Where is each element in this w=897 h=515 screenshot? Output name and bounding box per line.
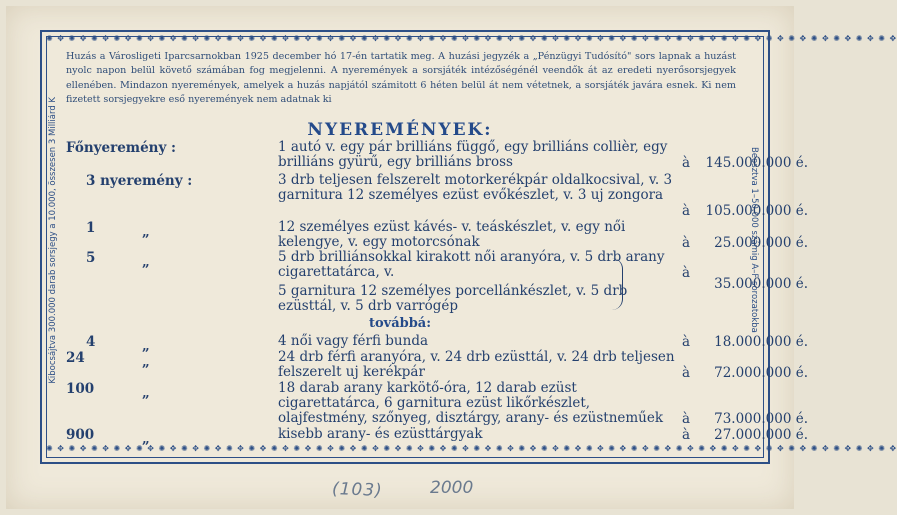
ditto-mark: „	[142, 385, 150, 401]
prize-description: 18 darab arany karkötő-óra, 12 darab ezüst cigarettatárca, 6 garnitura ezüst likőrkészlet, olajfestmény, szőnyeg, disztárgy, arany- és ezüstneműek	[278, 380, 664, 426]
prize-description: 5 drb brilliánsokkal kirakott női aranyóra, v. 5 drb arany cigarettatárca, v.	[278, 249, 665, 280]
a-mark: à	[682, 411, 691, 427]
ornament-border-top: ✺ ✥ ✺ ✥ ✺ ✥ ✺ ✥ ✺ ✥ ✺ ✥ ✺ ✥ ✺ ✥ ✺ ✥ ✺ ✥ ✺ ✥ ✺ ✥ ✺ ✥ ✺ ✥ ✺ ✥ ✺ ✥ ✺ ✥ ✺ ✥ ✺ ✥ ✺ ✥ ✺ ✥ ✺ ✥ ✺ ✥ ✺ ✥ ✺ ✥ ✺ ✥ ✺ ✥ ✺ ✥ ✺ ✥ ✺ ✥ ✺ ✥ ✺ ✥ ✺ ✥ ✺ ✥ ✺ ✥ ✺ ✥ ✺ ✥ ✺ ✥	[46, 34, 897, 43]
prize-count: 100	[66, 381, 95, 397]
a-mark: à	[682, 365, 691, 381]
ditto-mark: „	[142, 224, 150, 240]
prize-count: 5	[86, 250, 96, 266]
prize-amount: 72.000.000 é.	[714, 365, 808, 381]
prize-description: 1 autó v. egy pár brilliáns függő, egy brilliáns collièr, egy brilliáns gyürű, egy brilliáns bross	[278, 139, 668, 170]
series-info: Beosztva 1–50.000 számig A–F sorozatokba	[749, 147, 759, 333]
prize-count: 4	[86, 334, 96, 350]
pencil-price: 2000	[430, 478, 474, 498]
a-mark: à	[682, 334, 691, 350]
ornament-border-bottom: ✺ ✥ ✺ ✥ ✺ ✥ ✺ ✥ ✺ ✥ ✺ ✥ ✺ ✥ ✺ ✥ ✺ ✥ ✺ ✥ ✺ ✥ ✺ ✥ ✺ ✥ ✺ ✥ ✺ ✥ ✺ ✥ ✺ ✥ ✺ ✥ ✺ ✥ ✺ ✥ ✺ ✥ ✺ ✥ ✺ ✥ ✺ ✥ ✺ ✥ ✺ ✥ ✺ ✥ ✺ ✥ ✺ ✥ ✺ ✥ ✺ ✥ ✺ ✥ ✺ ✥ ✺ ✥ ✺ ✥ ✺ ✥ ✺ ✥ ✺ ✥	[46, 444, 897, 453]
a-mark: à	[682, 155, 691, 171]
prize-description: 3 drb teljesen felszerelt motorkerékpár oldalkocsival, v. 3 garnitura 12 személyes ezüst evőkészlet, v. 3 uj zongora	[278, 172, 673, 203]
prizes-heading: NYEREMÉNYEK:	[307, 120, 493, 140]
prize-description: 12 személyes ezüst kávés- v. teáskészlet, v. egy női kelengye, v. egy motorcsónak	[278, 219, 626, 250]
issue-info: Kibocsájtva 300.000 darab sorsjegy a 10.000, összesen 3 Milliárd K	[48, 96, 58, 384]
prize-description: kisebb arany- és ezüsttárgyak	[278, 426, 483, 442]
prize-amount: 105.000.000 é.	[705, 203, 808, 219]
a-mark: à	[682, 203, 691, 219]
ditto-mark: „	[142, 338, 150, 354]
ditto-mark: „	[142, 354, 150, 370]
a-mark: à	[682, 235, 691, 251]
prize-description: 5 garnitura 12 személyes porcellánkészlet, v. 5 drb ezüsttál, v. 5 drb varrógép	[278, 283, 628, 314]
pencil-annotation: (103)	[331, 479, 384, 501]
a-mark: à	[682, 265, 691, 281]
prize-amount: 27.000.000 é.	[714, 427, 808, 443]
prize-description: 4 női vagy férfi bunda	[278, 333, 429, 349]
prize-count: 1	[86, 220, 96, 236]
prize-count: Főnyeremény :	[66, 140, 177, 156]
prize-count: 24	[66, 350, 85, 366]
prize-amount: 145.000.000 é.	[705, 155, 808, 171]
side-text-left	[46, 40, 60, 440]
prize-amount: 35.000.000 é.	[714, 276, 808, 292]
prize-count: 3 nyeremény :	[86, 173, 193, 189]
prize-amount: 25.000.000 é.	[714, 235, 808, 251]
prize-amount: 73.000.000 é.	[714, 411, 808, 427]
prize-amount: 18.000.000 é.	[714, 334, 808, 350]
prize-description: 24 drb férfi aranyóra, v. 24 drb ezüsttál, v. 24 drb teljesen felszerelt uj kerékpár	[278, 349, 675, 380]
a-mark: à	[682, 427, 691, 443]
furthermore-label: továbbá:	[368, 316, 432, 331]
ditto-mark: „	[142, 431, 150, 447]
prize-count: 900	[66, 427, 95, 443]
draw-terms-text: Huzás a Városligeti Iparcsarnokban 1925 december hó 17-én tartatik meg. A huzási jegyzék a „Pénzügyi Tudósító" sors lapnak a huzást nyolc napon belül követő számában fog megjelenni. A nyeremények a sorsjáték intézőségénél veendők át az eredeti nyerősorsjegyek ellenében. Mindazon nyeremények, amelyek a huzás napjától számitott 6 héten belül át nem vétetnek, a sorsjáték javára esnek. Ki nem fizetett sorsjegyekre eső nyeremények nem adatnak ki	[66, 51, 736, 106]
ditto-mark: „	[142, 254, 150, 270]
